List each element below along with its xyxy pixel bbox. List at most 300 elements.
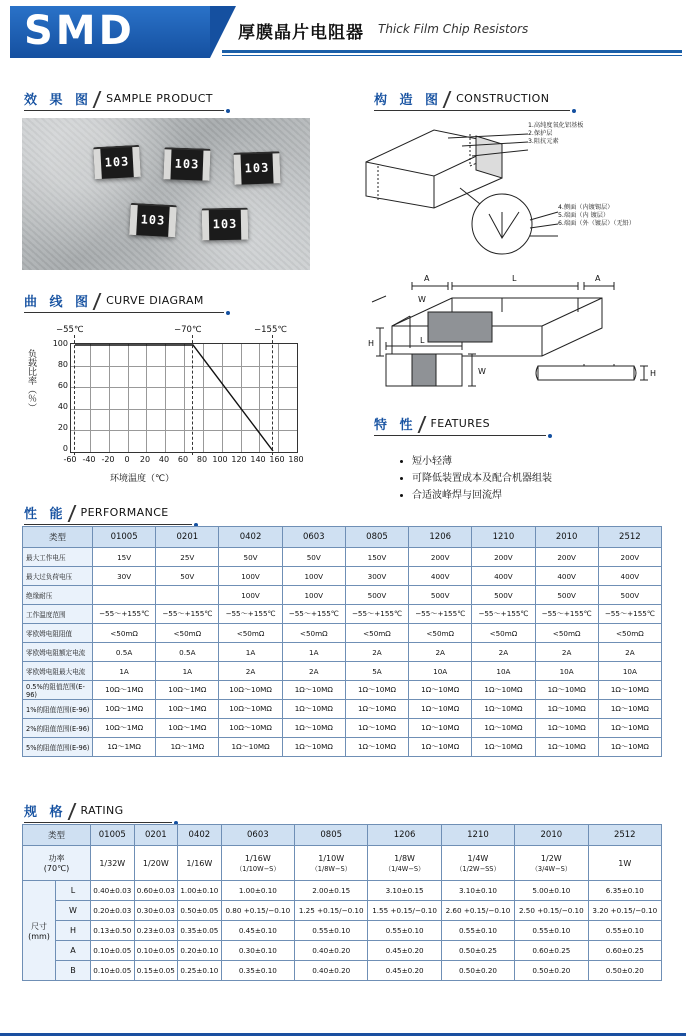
cell-power bbox=[441, 846, 514, 881]
chart-ytick: 60 bbox=[57, 381, 68, 390]
section-underline bbox=[24, 110, 224, 111]
dim-row-key: W bbox=[56, 901, 91, 921]
cell: 0.55±0.10 bbox=[295, 921, 368, 941]
section-title-construction-en: CONSTRUCTION bbox=[456, 92, 550, 105]
table-row bbox=[23, 681, 662, 700]
cell: 300V bbox=[345, 567, 408, 586]
cell-power bbox=[221, 846, 294, 881]
cell-power bbox=[515, 846, 588, 881]
cell: 50V bbox=[219, 548, 282, 567]
cell: 0.55±0.10 bbox=[515, 921, 588, 941]
col-01005: 01005 bbox=[93, 527, 156, 548]
power-main: 1/20W bbox=[142, 858, 169, 868]
cell: 1Ω～10MΩ bbox=[535, 681, 598, 700]
cell: 1Ω～10MΩ bbox=[282, 719, 345, 738]
cell: 0.60±0.25 bbox=[515, 941, 588, 961]
cell: 1Ω～10MΩ bbox=[472, 700, 535, 719]
legend-item: 6.端面（外（镀层）（无铅） bbox=[558, 220, 636, 227]
feature-item: • 可降低装置成本及配合机器组装 bbox=[412, 470, 552, 487]
datasheet-page bbox=[0, 6, 686, 1036]
row-label-power bbox=[23, 846, 91, 881]
cell: <50mΩ bbox=[345, 624, 408, 643]
svg-text:W: W bbox=[478, 367, 486, 376]
cell: 1Ω～10MΩ bbox=[409, 719, 472, 738]
col-0805: 0805 bbox=[295, 825, 368, 846]
cell: 0.50±0.05 bbox=[178, 901, 222, 921]
power-label-line2b: (70℃) bbox=[43, 864, 70, 873]
chart-ytick: 20 bbox=[57, 423, 68, 432]
slash-icon bbox=[92, 293, 106, 308]
row-label: 1%的阻值范围(E-96) bbox=[23, 700, 93, 719]
row-label: 零欧姆电阻最大电流 bbox=[23, 662, 93, 681]
table-row bbox=[23, 941, 662, 961]
cell: 1Ω～10MΩ bbox=[535, 700, 598, 719]
dim-label-line1: 尺寸 bbox=[31, 921, 47, 931]
power-main: 1/32W bbox=[99, 858, 126, 868]
power-main: 1/2W bbox=[540, 853, 562, 863]
cell: 10A bbox=[535, 662, 598, 681]
cell: 2A bbox=[409, 643, 472, 662]
cell: 1Ω～10MΩ bbox=[345, 738, 408, 757]
features-list bbox=[372, 453, 552, 504]
cell: 0.35±0.10 bbox=[221, 961, 294, 981]
chart-xtick: 140 bbox=[250, 455, 266, 464]
cell: 1Ω～1MΩ bbox=[93, 738, 156, 757]
col-type: 类型 bbox=[23, 527, 93, 548]
chip-sample bbox=[233, 151, 280, 185]
cell: 2A bbox=[598, 643, 661, 662]
col-0603: 0603 bbox=[282, 527, 345, 548]
cell: 1Ω～1MΩ bbox=[156, 738, 219, 757]
cell: <50mΩ bbox=[472, 624, 535, 643]
feature-item: • 短小轻薄 bbox=[412, 453, 552, 470]
construction-views bbox=[368, 336, 668, 396]
chart-xtick: 0 bbox=[124, 455, 130, 464]
table-row bbox=[23, 567, 662, 586]
cell: 0.40±0.03 bbox=[91, 881, 135, 901]
chart-annotation-3: −155℃ bbox=[254, 325, 287, 335]
rating-table bbox=[22, 824, 662, 981]
chart-ytick: 100 bbox=[52, 339, 68, 348]
section-dot bbox=[226, 311, 230, 315]
cell: 2A bbox=[535, 643, 598, 662]
cell: 0.25±0.10 bbox=[178, 961, 222, 981]
cell: 10A bbox=[472, 662, 535, 681]
chart-annotation-1: −55℃ bbox=[56, 325, 84, 335]
chart-annotation-2: −70℃ bbox=[174, 325, 202, 335]
header-title-en: Thick Film Chip Resistors bbox=[378, 22, 529, 36]
table-row bbox=[23, 700, 662, 719]
row-label-dims bbox=[23, 881, 56, 981]
section-title-performance bbox=[24, 503, 169, 522]
chip-sample bbox=[202, 208, 249, 241]
cell: 1.00±0.10 bbox=[221, 881, 294, 901]
svg-text:H: H bbox=[368, 339, 375, 348]
cell: −55～+155℃ bbox=[156, 605, 219, 624]
section-dot bbox=[226, 109, 230, 113]
cell: 0.30±0.03 bbox=[134, 901, 178, 921]
col-type: 类型 bbox=[23, 825, 91, 846]
cell: 1Ω～10MΩ bbox=[219, 738, 282, 757]
cell: 0.40±0.20 bbox=[295, 961, 368, 981]
chart-xtick: -60 bbox=[63, 455, 77, 464]
section-dot bbox=[548, 434, 552, 438]
cell: 0.45±0.20 bbox=[368, 941, 441, 961]
svg-text:A: A bbox=[595, 274, 601, 283]
cell: 0.60±0.03 bbox=[134, 881, 178, 901]
cell: 0.45±0.10 bbox=[221, 921, 294, 941]
cell: 1Ω～10MΩ bbox=[345, 681, 408, 700]
cell: 50V bbox=[156, 567, 219, 586]
section-title-sample-cn: 效 果 图 bbox=[24, 93, 93, 108]
col-2512: 2512 bbox=[598, 527, 661, 548]
legend-item: 1.高纯度氧化铝基板 bbox=[528, 122, 584, 129]
cell: 3.20 +0.15/−0.10 bbox=[588, 901, 661, 921]
power-sub: （1/8W−S） bbox=[311, 864, 352, 873]
cell: 6.35±0.10 bbox=[588, 881, 661, 901]
section-underline bbox=[374, 110, 570, 111]
cell: 0.60±0.25 bbox=[588, 941, 661, 961]
cell: 2.50 +0.15/−0.10 bbox=[515, 901, 588, 921]
cell: <50mΩ bbox=[535, 624, 598, 643]
chip-sample bbox=[129, 203, 177, 237]
cell: 100V bbox=[219, 586, 282, 605]
cell: −55～+155℃ bbox=[282, 605, 345, 624]
cell: 200V bbox=[409, 548, 472, 567]
cell: 1Ω～10MΩ bbox=[598, 700, 661, 719]
col-0603: 0603 bbox=[221, 825, 294, 846]
logo-text: SMD bbox=[24, 8, 135, 54]
section-underline bbox=[24, 524, 192, 525]
cell: 1Ω～10MΩ bbox=[409, 700, 472, 719]
header-title-cn: 厚膜晶片电阻器 bbox=[238, 23, 364, 43]
cell: 400V bbox=[409, 567, 472, 586]
chart-xtick: 80 bbox=[196, 455, 208, 464]
chart-plot-area bbox=[70, 343, 298, 453]
cell: 25V bbox=[156, 548, 219, 567]
power-main: 1/8W bbox=[394, 853, 415, 863]
power-sub: （3/4W−S） bbox=[531, 864, 572, 873]
cell: 0.10±0.05 bbox=[91, 961, 135, 981]
cell: 100V bbox=[282, 567, 345, 586]
row-label: 最大过负荷电压 bbox=[23, 567, 93, 586]
cell: 10Ω～1MΩ bbox=[93, 700, 156, 719]
cell: 150V bbox=[345, 548, 408, 567]
cell: 1Ω～10MΩ bbox=[409, 681, 472, 700]
cell: 1Ω～10MΩ bbox=[282, 738, 345, 757]
table-row bbox=[23, 961, 662, 981]
table-row bbox=[23, 901, 662, 921]
construction-legend-bottom bbox=[558, 204, 635, 228]
power-sub: （1/10W−S） bbox=[235, 864, 280, 873]
chip-code: 103 bbox=[244, 160, 270, 176]
power-main: 1/16W bbox=[186, 858, 213, 868]
cell: 30V bbox=[93, 567, 156, 586]
cell: 50V bbox=[282, 548, 345, 567]
dim-label-line2: (mm) bbox=[28, 931, 50, 941]
section-title-features-en: FEATURES bbox=[430, 417, 491, 430]
cell: 0.13±0.50 bbox=[91, 921, 135, 941]
cell: 0.50±0.20 bbox=[515, 961, 588, 981]
slash-icon bbox=[417, 416, 431, 431]
section-title-features-cn: 特 性 bbox=[374, 418, 417, 433]
power-main: 1/4W bbox=[467, 853, 489, 863]
cell: 1Ω～10MΩ bbox=[345, 719, 408, 738]
power-main: 1/10W bbox=[318, 853, 345, 863]
cell: 0.40±0.20 bbox=[295, 941, 368, 961]
cell: 0.15±0.05 bbox=[134, 961, 178, 981]
chart-ytick: 0 bbox=[62, 444, 68, 453]
power-main: 1/16W bbox=[244, 853, 271, 863]
feature-item: • 合适波峰焊与回流焊 bbox=[412, 487, 552, 504]
cell: −55～+155℃ bbox=[345, 605, 408, 624]
power-sub: （1/4W−S） bbox=[384, 864, 425, 873]
cell: 200V bbox=[472, 548, 535, 567]
cell-power bbox=[91, 846, 135, 881]
row-label: 2%的阻值范围(E-96) bbox=[23, 719, 93, 738]
cell: 10Ω～10MΩ bbox=[219, 681, 282, 700]
cell: −55～+155℃ bbox=[219, 605, 282, 624]
cell: 0.10±0.05 bbox=[134, 941, 178, 961]
section-underline bbox=[374, 435, 546, 436]
cell: 3.10±0.15 bbox=[368, 881, 441, 901]
cell: 1Ω～10MΩ bbox=[345, 700, 408, 719]
power-sub: （1/2W−SS） bbox=[455, 864, 501, 873]
cell: 0.55±0.10 bbox=[588, 921, 661, 941]
row-label: 零欧姆电阻额定电流 bbox=[23, 643, 93, 662]
cell: 2A bbox=[219, 662, 282, 681]
section-underline bbox=[24, 312, 224, 313]
cell: 0.50±0.25 bbox=[441, 941, 514, 961]
chart-xtick: 60 bbox=[177, 455, 189, 464]
chart-xtick: 20 bbox=[139, 455, 151, 464]
header-rule bbox=[222, 50, 682, 53]
chart-xtick: 160 bbox=[269, 455, 285, 464]
svg-text:L: L bbox=[420, 336, 425, 345]
cell: <50mΩ bbox=[409, 624, 472, 643]
cell: 1Ω～10MΩ bbox=[472, 681, 535, 700]
sample-product-image bbox=[22, 118, 310, 270]
chip-code: 103 bbox=[174, 156, 200, 172]
cell: 0.55±0.10 bbox=[368, 921, 441, 941]
col-0402: 0402 bbox=[219, 527, 282, 548]
cell: 200V bbox=[598, 548, 661, 567]
cell: 10Ω～10MΩ bbox=[219, 719, 282, 738]
table-row bbox=[23, 643, 662, 662]
section-underline bbox=[24, 822, 172, 823]
section-title-rating bbox=[24, 801, 124, 820]
section-title-construction bbox=[374, 89, 549, 108]
cell: 0.50±0.20 bbox=[588, 961, 661, 981]
cell: 2.60 +0.15/−0.10 bbox=[441, 901, 514, 921]
table-row bbox=[23, 624, 662, 643]
dim-row-key: L bbox=[56, 881, 91, 901]
chip-sample bbox=[93, 145, 141, 179]
cell: 10Ω～10MΩ bbox=[219, 700, 282, 719]
table-row-power bbox=[23, 846, 662, 881]
col-0201: 0201 bbox=[134, 825, 178, 846]
section-title-rating-cn: 规 格 bbox=[24, 805, 67, 820]
cell: 1Ω～10MΩ bbox=[598, 738, 661, 757]
cell: 2.00±0.15 bbox=[295, 881, 368, 901]
svg-text:W: W bbox=[418, 295, 426, 304]
cell: <50mΩ bbox=[219, 624, 282, 643]
col-0805: 0805 bbox=[345, 527, 408, 548]
chart-ytick: 80 bbox=[57, 360, 68, 369]
cell: 500V bbox=[598, 586, 661, 605]
cell: 1.25 +0.15/−0.10 bbox=[295, 901, 368, 921]
cell: 0.50±0.20 bbox=[441, 961, 514, 981]
row-label: 最大工作电压 bbox=[23, 548, 93, 567]
row-label: 绝缘耐压 bbox=[23, 586, 93, 605]
cell: 1.00±0.10 bbox=[178, 881, 222, 901]
performance-table bbox=[22, 526, 662, 757]
row-label: 0.5%的阻值范围(E-96) bbox=[23, 681, 93, 700]
table-row bbox=[23, 738, 662, 757]
chart-ytick: 40 bbox=[57, 402, 68, 411]
chart-xtick: 180 bbox=[288, 455, 304, 464]
chart-xtick: -40 bbox=[82, 455, 96, 464]
cell-power bbox=[588, 846, 661, 881]
cell: 2A bbox=[345, 643, 408, 662]
table-row bbox=[23, 662, 662, 681]
cell: 0.23±0.03 bbox=[134, 921, 178, 941]
cell: 1Ω～10MΩ bbox=[598, 719, 661, 738]
cell: 0.35±0.05 bbox=[178, 921, 222, 941]
cell: <50mΩ bbox=[156, 624, 219, 643]
chart-xtick: 120 bbox=[231, 455, 247, 464]
cell: 500V bbox=[472, 586, 535, 605]
cell: 0.10±0.05 bbox=[91, 941, 135, 961]
cell: 1Ω～10MΩ bbox=[598, 681, 661, 700]
cell: 10Ω～1MΩ bbox=[93, 719, 156, 738]
row-label: 工作温度范围 bbox=[23, 605, 93, 624]
cell: 1A bbox=[156, 662, 219, 681]
section-dot bbox=[572, 109, 576, 113]
chart-xlabel: 环境温度（℃） bbox=[110, 474, 175, 484]
table-row bbox=[23, 719, 662, 738]
cell: 0.55±0.10 bbox=[441, 921, 514, 941]
cell: −55～+155℃ bbox=[472, 605, 535, 624]
cell: 400V bbox=[535, 567, 598, 586]
cell: 5.00±0.10 bbox=[515, 881, 588, 901]
chip-code: 103 bbox=[140, 212, 166, 228]
cell: 0.30±0.10 bbox=[221, 941, 294, 961]
cell: 1Ω～10MΩ bbox=[472, 719, 535, 738]
cell: 5A bbox=[345, 662, 408, 681]
cell: 10Ω～1MΩ bbox=[156, 719, 219, 738]
cell: 400V bbox=[598, 567, 661, 586]
cell-power bbox=[368, 846, 441, 881]
legend-item: 3.阻抗元素 bbox=[528, 138, 559, 145]
cell bbox=[93, 586, 156, 605]
cell: 0.5A bbox=[156, 643, 219, 662]
section-title-performance-cn: 性 能 bbox=[24, 507, 67, 522]
cell: <50mΩ bbox=[598, 624, 661, 643]
cell: 0.5A bbox=[93, 643, 156, 662]
cell: −55～+155℃ bbox=[93, 605, 156, 624]
cell-power bbox=[178, 846, 222, 881]
cell: 1A bbox=[282, 643, 345, 662]
table-header-row bbox=[23, 527, 662, 548]
table-header-row bbox=[23, 825, 662, 846]
chart-ylabel: 负载比率（％） bbox=[26, 349, 36, 412]
slash-icon bbox=[67, 505, 81, 520]
slash-icon bbox=[67, 803, 81, 818]
chart-xtick: 40 bbox=[158, 455, 170, 464]
section-title-curve-cn: 曲 线 图 bbox=[24, 295, 93, 310]
col-1210: 1210 bbox=[441, 825, 514, 846]
section-title-performance-en: PERFORMANCE bbox=[80, 506, 169, 519]
col-1210: 1210 bbox=[472, 527, 535, 548]
cell: 1Ω～10MΩ bbox=[282, 681, 345, 700]
cell: 1Ω～10MΩ bbox=[535, 719, 598, 738]
col-01005: 01005 bbox=[91, 825, 135, 846]
section-title-curve-en: CURVE DIAGRAM bbox=[106, 294, 204, 307]
col-0402: 0402 bbox=[178, 825, 222, 846]
dim-row-key: B bbox=[56, 961, 91, 981]
header-rule-thin bbox=[222, 55, 682, 56]
cell: 10Ω～1MΩ bbox=[156, 700, 219, 719]
chip-code: 103 bbox=[104, 154, 130, 170]
cell: 200V bbox=[535, 548, 598, 567]
cell: 10Ω～1MΩ bbox=[156, 681, 219, 700]
table-row bbox=[23, 586, 662, 605]
cell: 1.55 +0.15/−0.10 bbox=[368, 901, 441, 921]
cell-power bbox=[134, 846, 178, 881]
curve-diagram bbox=[24, 325, 324, 491]
cell: 500V bbox=[345, 586, 408, 605]
legend-item: 2.保护层 bbox=[528, 130, 553, 137]
legend-item: 4.侧面（内镀锡层） bbox=[558, 204, 614, 211]
col-2010: 2010 bbox=[535, 527, 598, 548]
cell: −55～+155℃ bbox=[535, 605, 598, 624]
chip-code: 103 bbox=[212, 216, 238, 232]
col-1206: 1206 bbox=[409, 527, 472, 548]
section-title-construction-cn: 构 造 图 bbox=[374, 93, 443, 108]
cell: 1Ω～10MΩ bbox=[472, 738, 535, 757]
col-2010: 2010 bbox=[515, 825, 588, 846]
chart-derating-line bbox=[71, 344, 297, 452]
cell: 100V bbox=[219, 567, 282, 586]
cell: <50mΩ bbox=[282, 624, 345, 643]
chart-xtick: -20 bbox=[101, 455, 115, 464]
section-title-curve bbox=[24, 291, 204, 310]
cell: 0.20±0.03 bbox=[91, 901, 135, 921]
section-title-features bbox=[374, 414, 490, 433]
construction-legend-top bbox=[528, 122, 583, 146]
row-label: 5%的阻值范围(E-96) bbox=[23, 738, 93, 757]
cell: 0.45±0.20 bbox=[368, 961, 441, 981]
slash-icon bbox=[92, 91, 106, 106]
cell: 10A bbox=[598, 662, 661, 681]
section-title-sample bbox=[24, 89, 213, 108]
cell: 0.80 +0.15/−0.10 bbox=[221, 901, 294, 921]
cell: −55～+155℃ bbox=[598, 605, 661, 624]
cell: 1Ω～10MΩ bbox=[282, 700, 345, 719]
cell: 1Ω～10MΩ bbox=[409, 738, 472, 757]
legend-item: 5.端面（内 镀层） bbox=[558, 212, 610, 219]
cell: 10Ω～1MΩ bbox=[93, 681, 156, 700]
chart-xtick: 100 bbox=[212, 455, 228, 464]
col-0201: 0201 bbox=[156, 527, 219, 548]
table-row bbox=[23, 921, 662, 941]
cell: 1Ω～10MΩ bbox=[535, 738, 598, 757]
svg-text:L: L bbox=[512, 274, 517, 283]
table-row bbox=[23, 881, 662, 901]
svg-text:H: H bbox=[650, 369, 657, 378]
cell: 2A bbox=[472, 643, 535, 662]
